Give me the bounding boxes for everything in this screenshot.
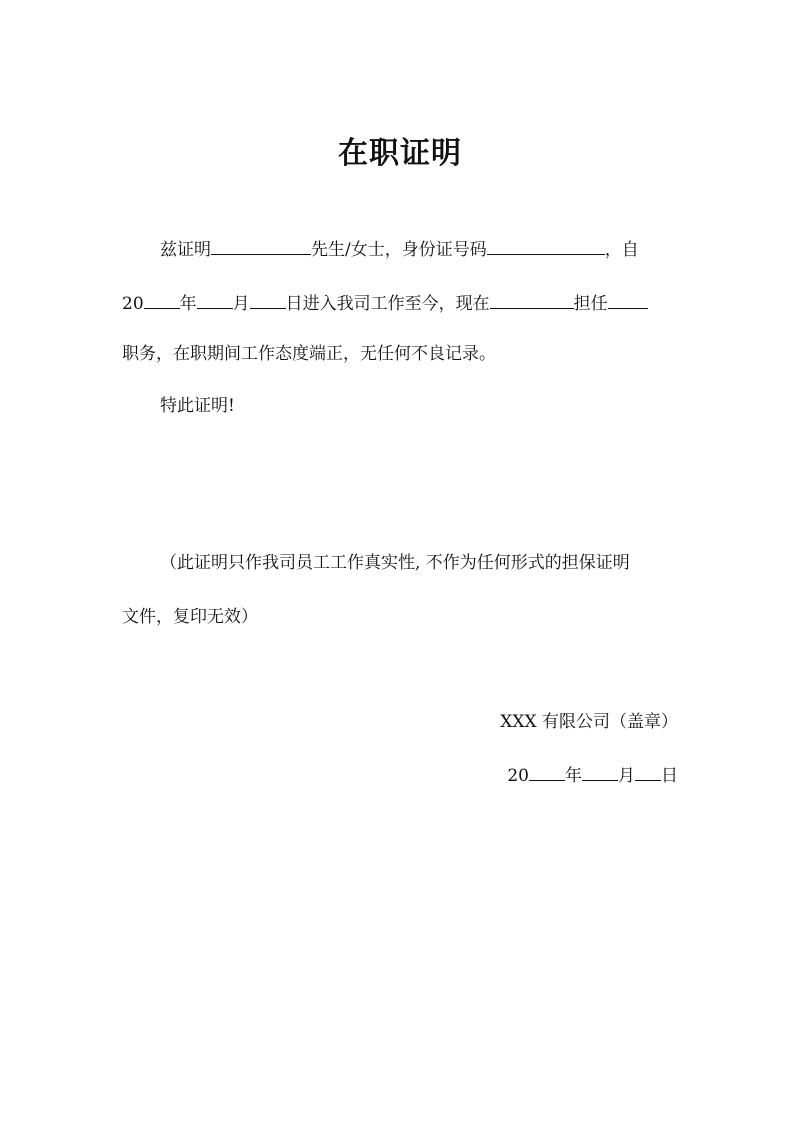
signature-month-blank: [582, 762, 618, 781]
body-text: 兹证明: [160, 240, 211, 260]
date-text: 月: [618, 766, 635, 786]
body-line-2: [122, 290, 648, 316]
note-line-1: （此证明只作我司员工工作真实性, 不作为任何形式的担保证明: [160, 553, 630, 573]
body-text: 先生/女士，身份证号码: [311, 240, 487, 260]
signature-date: [507, 762, 678, 788]
body-line-1: [160, 236, 639, 262]
note-line-2: 文件，复印无效）: [122, 607, 258, 627]
company-signature: XXX 有限公司（盖章）: [500, 712, 678, 732]
year-blank: [144, 290, 180, 309]
id-number-blank: [487, 236, 605, 255]
department-blank: [490, 290, 574, 309]
date-text: 年: [565, 766, 582, 786]
date-text: 20: [507, 766, 529, 786]
closing-line: 特此证明!: [160, 396, 235, 416]
day-blank: [250, 290, 286, 309]
body-text: 月: [232, 294, 250, 314]
body-text: 20: [122, 294, 144, 314]
month-blank: [197, 290, 233, 309]
body-text: 担任: [573, 294, 608, 314]
document-title: 在职证明: [338, 136, 462, 171]
body-text: 年: [179, 294, 197, 314]
date-text: 日: [661, 766, 678, 786]
position-blank: [608, 290, 648, 309]
signature-year-blank: [529, 762, 565, 781]
body-text: ，自: [604, 240, 639, 260]
body-text: 日进入我司工作至今，现在: [285, 294, 490, 314]
signature-day-blank: [635, 762, 661, 781]
body-line-3: 职务，在职期间工作态度端正，无任何不良记录。: [122, 344, 496, 364]
name-blank: [211, 236, 311, 255]
